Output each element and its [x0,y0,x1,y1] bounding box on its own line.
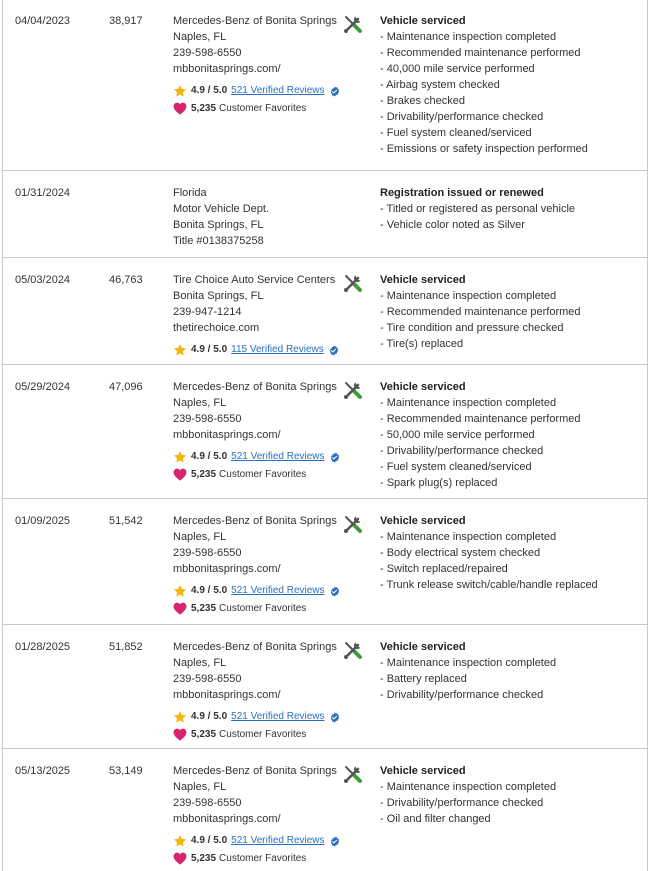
favorites-count: 5,235 [191,468,217,480]
source-details [173,379,341,443]
source-line: 239-598-6550 [173,47,242,59]
star-icon [173,343,187,357]
record-mileage: 46,763 [109,274,143,286]
rating-summary [173,583,341,599]
source-line: Motor Vehicle Dept. [173,203,269,215]
comment-item: - Vehicle color noted as Silver [380,219,525,231]
comment-title: Registration issued or renewed [380,187,544,199]
record-comments [380,379,645,491]
comment-item: - Titled or registered as personal vehicle [380,203,576,215]
source-line: 239-598-6550 [173,547,242,559]
record-source [173,272,341,358]
comment-item: - Switch replaced/repaired [380,563,508,575]
record-source [173,639,341,743]
record-source [173,763,341,867]
comment-item: - Drivability/performance checked [380,689,544,701]
rating-score: 4.9 / 5.0 [191,835,228,846]
comment-item: - Airbag system checked [380,79,500,91]
favorites-count: 5,235 [191,102,217,114]
customer-favorites [173,600,341,617]
record-mileage: 38,917 [109,15,143,27]
comment-list [380,529,645,593]
record-mileage: 53,149 [109,765,143,777]
customer-favorites [173,726,341,743]
favorites-count: 5,235 [191,852,217,864]
history-record-row [2,365,648,499]
comment-item: - Drivability/performance checked [380,111,544,123]
star-icon [173,584,187,598]
source-website: thetirechoice.com [173,322,260,334]
source-details [173,639,341,703]
comment-item: - Maintenance inspection completed [380,781,557,793]
wrench-screwdriver-icon [341,640,363,662]
record-source [173,13,341,117]
source-line: Bonita Springs, FL [173,290,264,302]
source-line: Mercedes-Benz of Bonita Springs [173,641,337,653]
star-icon [173,710,187,724]
rating-score: 4.9 / 5.0 [191,85,228,96]
source-line: Mercedes-Benz of Bonita Springs [173,15,337,27]
source-line: Tire Choice Auto Service Centers [173,274,336,286]
rating-score: 4.9 / 5.0 [191,711,228,722]
source-website: mbbonitasprings.com/ [173,429,281,441]
record-date: 05/03/2024 [15,274,71,286]
comment-list [380,779,645,827]
record-date: 05/13/2025 [15,765,71,777]
verified-reviews-link[interactable]: 115 Verified Reviews [231,344,324,355]
verified-check-icon [329,586,340,597]
heart-icon [173,468,187,481]
source-line: 239-947-1214 [173,306,242,318]
comment-item: - Recommended maintenance performed [380,47,581,59]
history-record-row [2,625,648,749]
source-line: 239-598-6550 [173,673,242,685]
record-mileage: 51,852 [109,641,143,653]
source-website: mbbonitasprings.com/ [173,563,281,575]
source-line: Bonita Springs, FL [173,219,264,231]
comment-title: Vehicle serviced [380,381,466,393]
record-comments [380,13,645,157]
wrench-screwdriver-icon [341,380,363,402]
comment-title: Vehicle serviced [380,274,466,286]
star-icon [173,450,187,464]
wrench-screwdriver-icon [341,273,363,295]
comment-title: Vehicle serviced [380,15,466,27]
heart-icon [173,852,187,865]
source-details [173,513,341,577]
history-record-row [2,499,648,625]
history-record-row [2,0,648,171]
source-line: Naples, FL [173,531,227,543]
heart-icon [173,728,187,741]
comment-list [380,288,645,352]
heart-icon [173,102,187,115]
history-record-row [2,749,648,871]
source-website: mbbonitasprings.com/ [173,813,281,825]
record-comments [380,763,645,827]
record-date: 04/04/2023 [15,15,71,27]
verified-reviews-link[interactable]: 521 Verified Reviews [231,85,325,96]
source-line: Naples, FL [173,31,227,43]
favorites-label: Customer Favorites [219,852,307,864]
record-source [173,513,341,617]
comment-item: - Brakes checked [380,95,465,107]
comment-item: - Recommended maintenance performed [380,413,581,425]
verified-reviews-link[interactable]: 521 Verified Reviews [231,835,325,846]
comment-item: - Trunk release switch/cable/handle replaced [380,579,598,591]
comment-item: - Maintenance inspection completed [380,657,557,669]
record-mileage: 47,096 [109,381,143,393]
comment-item: - Recommended maintenance performed [380,306,581,318]
source-line: Mercedes-Benz of Bonita Springs [173,381,337,393]
record-source [173,185,341,249]
source-details [173,185,341,249]
source-line: Naples, FL [173,397,227,409]
favorites-count: 5,235 [191,728,217,740]
verified-check-icon [329,452,340,463]
record-date: 01/09/2025 [15,515,71,527]
source-line: Mercedes-Benz of Bonita Springs [173,515,337,527]
rating-summary [173,833,341,849]
source-line: Florida [173,187,207,199]
verified-reviews-link[interactable]: 521 Verified Reviews [231,585,325,596]
source-line: 239-598-6550 [173,797,242,809]
comment-item: - Maintenance inspection completed [380,31,557,43]
record-comments [380,513,645,593]
record-date: 01/28/2025 [15,641,71,653]
wrench-screwdriver-icon [341,764,363,786]
favorites-label: Customer Favorites [219,102,307,114]
rating-summary [173,709,341,725]
rating-summary [173,449,341,465]
comment-title: Vehicle serviced [380,641,466,653]
record-comments [380,639,645,703]
source-details [173,272,341,336]
comment-list [380,201,645,233]
wrench-screwdriver-icon [341,14,363,36]
source-line: Mercedes-Benz of Bonita Springs [173,765,337,777]
history-record-row [2,171,648,258]
comment-item: - Tire condition and pressure checked [380,322,564,334]
star-icon [173,834,187,848]
source-line: Naples, FL [173,781,227,793]
rating-summary [173,83,341,99]
star-icon [173,84,187,98]
comment-item: - 50,000 mile service performed [380,429,535,441]
comment-list [380,29,645,157]
source-details [173,13,341,77]
comment-item: - Tire(s) replaced [380,338,464,350]
verified-reviews-link[interactable]: 521 Verified Reviews [231,451,325,462]
source-line: Title #0138375258 [173,235,264,247]
comment-item: - Drivability/performance checked [380,445,544,457]
comment-item: - Drivability/performance checked [380,797,544,809]
comment-item: - Maintenance inspection completed [380,290,557,302]
comment-item: - Oil and filter changed [380,813,491,825]
comment-item: - Battery replaced [380,673,467,685]
comment-item: - Fuel system cleaned/serviced [380,127,532,139]
comment-list [380,395,645,491]
verified-check-icon [329,86,340,97]
customer-favorites [173,466,341,483]
customer-favorites [173,100,341,117]
comment-item: - Maintenance inspection completed [380,531,557,543]
rating-score: 4.9 / 5.0 [191,451,228,462]
comment-list [380,655,645,703]
record-comments [380,272,645,352]
comment-item: - Maintenance inspection completed [380,397,557,409]
wrench-screwdriver-icon [341,514,363,536]
favorites-label: Customer Favorites [219,602,307,614]
source-website: mbbonitasprings.com/ [173,689,281,701]
comment-item: - Fuel system cleaned/serviced [380,461,532,473]
source-line: 239-598-6550 [173,413,242,425]
rating-summary [173,342,341,358]
comment-item: - 40,000 mile service performed [380,63,535,75]
record-mileage: 51,542 [109,515,143,527]
verified-reviews-link[interactable]: 521 Verified Reviews [231,711,325,722]
source-line: Naples, FL [173,657,227,669]
verified-check-icon [328,345,339,356]
comment-item: - Body electrical system checked [380,547,541,559]
verified-check-icon [329,712,340,723]
comment-item: - Spark plug(s) replaced [380,477,498,489]
source-details [173,763,341,827]
favorites-count: 5,235 [191,602,217,614]
comment-title: Vehicle serviced [380,765,466,777]
record-date: 01/31/2024 [15,187,71,199]
record-comments [380,185,645,233]
verified-check-icon [329,836,340,847]
record-source [173,379,341,483]
favorites-label: Customer Favorites [219,468,307,480]
customer-favorites [173,850,341,867]
record-date: 05/29/2024 [15,381,71,393]
heart-icon [173,602,187,615]
comment-item: - Emissions or safety inspection performed [380,143,588,155]
source-website: mbbonitasprings.com/ [173,63,281,75]
rating-score: 4.9 / 5.0 [191,344,228,355]
favorites-label: Customer Favorites [219,728,307,740]
history-record-row [2,258,648,365]
rating-score: 4.9 / 5.0 [191,585,228,596]
comment-title: Vehicle serviced [380,515,466,527]
